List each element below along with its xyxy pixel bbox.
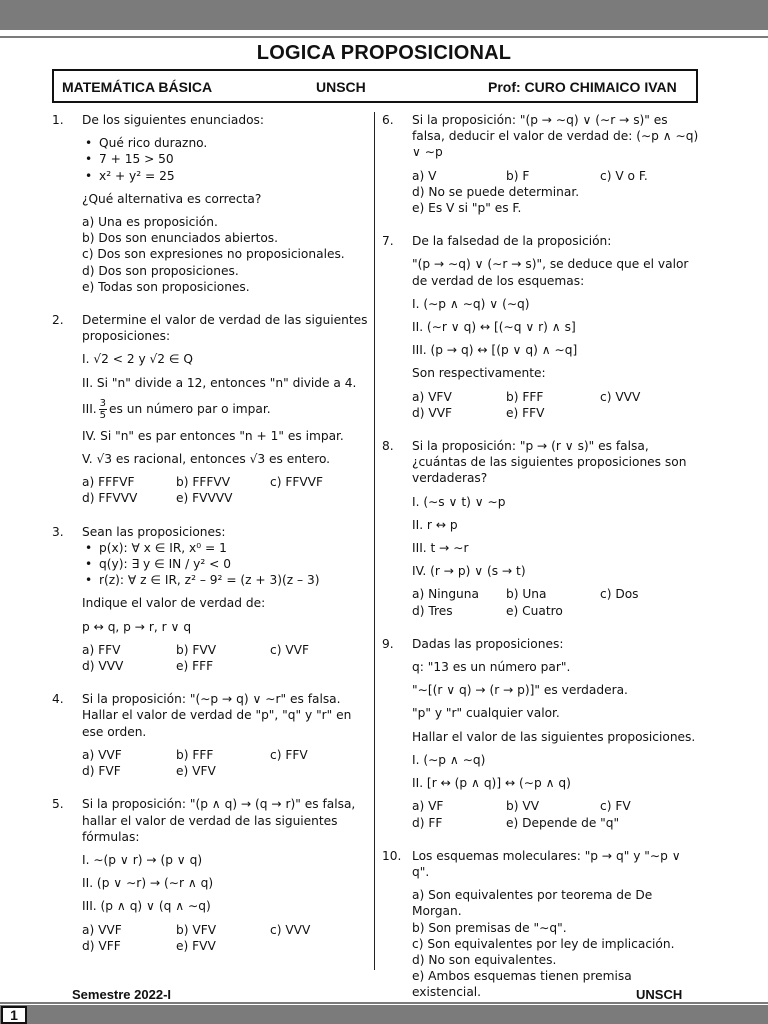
premise-line: "∼[(r ∨ q) → (r → p)]" es verdadera. <box>412 683 628 698</box>
expression: p ↔ q, p → r, r ∨ q <box>82 619 192 634</box>
proposition-i: I. (∼s ∨ t) ∨ ∼p <box>412 494 506 509</box>
list-item: • q(y): ∃ y ∈ IN / y² < 0 <box>82 556 370 572</box>
university-name: UNSCH <box>316 79 366 95</box>
page-number: 1 <box>1 1006 27 1024</box>
answer-options <box>412 798 700 830</box>
list-item: • 7 + 15 > 50 <box>82 151 370 167</box>
answer-options <box>82 642 370 674</box>
question-number: 1. <box>52 113 64 127</box>
option: e) FFF <box>176 659 214 674</box>
question-8 <box>382 438 700 619</box>
option: b) Son premisas de "∼q". <box>412 920 567 935</box>
option: a) VVF <box>82 747 122 762</box>
question-stem: De los siguientes enunciados: <box>82 113 265 127</box>
option: c) VVV <box>600 389 641 404</box>
answer-options <box>82 922 370 954</box>
option: e) Es V si "p" es F. <box>412 201 522 216</box>
proposition-ii: II. [r ↔ (p ∧ q)] ↔ (∼p ∧ q) <box>412 776 571 791</box>
schema-ii: II. (∼r ∨ q) ↔ [(∼q ∨ r) ∧ s] <box>412 320 576 335</box>
list-item: • x² + y² = 25 <box>82 168 370 184</box>
question-stem: Si la proposición: "p → (r ∨ s)" es falsa, ¿cuántas de las siguientes proposiciones son verdaderas? <box>412 439 687 486</box>
question-prompt: Son respectivamente: <box>412 366 546 381</box>
question-number: 10. <box>382 848 402 863</box>
proposition-v: V. √3 es racional, entonces √3 es entero. <box>82 452 331 467</box>
footer-rule <box>0 1002 768 1004</box>
option: b) VFV <box>176 922 217 937</box>
option: e) FVVVV <box>176 491 233 506</box>
proposition-iv: IV. (r → p) ∨ (s → t) <box>412 564 526 579</box>
numerator: 3 <box>99 397 107 409</box>
course-name: MATEMÁTICA BÁSICA <box>62 79 213 95</box>
option: d) VVV <box>82 659 124 674</box>
question-stem: Si la proposición: "(p → ∼q) ∨ (∼r → s)" es falsa, deducir el valor de verdad de: (∼p ∧ ∼q) ∨ ∼p <box>412 113 699 160</box>
question-stem: Sean las proposiciones: <box>82 524 226 539</box>
list-item: • p(x): ∀ x ∈ IR, x⁰ = 1 <box>82 540 370 556</box>
option: d) Dos son proposiciones. <box>82 263 239 278</box>
option: c) FFV <box>270 747 308 762</box>
question-6 <box>382 112 700 216</box>
option: e) VFV <box>176 764 216 779</box>
question-stem: Los esquemas moleculares: "p → q" y "∼p ∨ q". <box>412 848 681 879</box>
option: e) Todas son proposiciones. <box>82 279 250 294</box>
answer-options <box>412 887 700 1000</box>
statement-list <box>82 135 370 184</box>
premise-line: q: "13 es un número par". <box>412 660 571 675</box>
right-column <box>382 112 700 1018</box>
option: a) VF <box>412 799 444 814</box>
top-banner <box>0 0 768 30</box>
option: a) Una es proposición. <box>82 215 218 230</box>
option: b) FFF <box>506 389 544 404</box>
proposition-i: I. √2 < 2 y √2 ∈ Q <box>82 352 194 367</box>
bottom-banner <box>0 1005 768 1024</box>
question-number: 3. <box>52 524 64 539</box>
premise-line: "p" y "r" cualquier valor. <box>412 706 560 721</box>
option: a) VFV <box>412 389 452 404</box>
option: d) Tres <box>412 603 453 618</box>
option: d) FFVVV <box>82 491 138 506</box>
option: c) Dos son expresiones no proposicionales. <box>82 247 345 262</box>
option: e) FFV <box>506 405 545 420</box>
question-7 <box>382 233 700 421</box>
schema-i: I. (∼p ∧ ∼q) ∨ (∼q) <box>412 296 530 311</box>
option: a) V <box>412 168 437 183</box>
denominator: 5 <box>99 409 107 421</box>
proposition-text: es un número par o impar. <box>109 401 271 416</box>
question-number: 2. <box>52 313 64 328</box>
answer-options <box>82 747 370 779</box>
proposition-ii: II. Si "n" divide a 12, entonces "n" divide a 4. <box>82 375 357 390</box>
footer-semester: Semestre 2022-I <box>72 987 172 1002</box>
formula-iii: III. (p ∧ q) ∨ (q ∧ ∼q) <box>82 899 211 914</box>
question-10 <box>382 848 700 1001</box>
proposition-i: I. (∼p ∧ ∼q) <box>412 752 486 767</box>
list-item: • r(z): ∀ z ∈ IR, z² – 9² = (z + 3)(z – 3) <box>82 572 370 588</box>
question-stem: Si la proposición: "(p ∧ q) → (q → r)" es falsa, hallar el valor de verdad de las siguientes fórmulas: <box>82 797 356 844</box>
question-1 <box>52 112 370 295</box>
option: b) F <box>506 168 530 183</box>
question-9 <box>382 636 700 831</box>
question-stem: Determine el valor de verdad de las siguientes proposiciones: <box>82 313 368 344</box>
header-box <box>52 69 698 103</box>
proposition-iii: III. t → ∼r <box>412 541 469 556</box>
option: e) FVV <box>176 938 216 953</box>
option: a) Ninguna <box>412 587 479 602</box>
page-title: LOGICA PROPOSICIONAL <box>256 42 512 64</box>
answer-options <box>82 214 370 295</box>
footer-university: UNSCH <box>636 987 683 1002</box>
option: e) Cuatro <box>506 603 563 618</box>
proposition-iii <box>82 398 370 421</box>
option: c) V o F. <box>600 168 648 183</box>
roman-label: III. <box>82 401 97 416</box>
option: b) Una <box>506 587 547 602</box>
option: c) VVF <box>270 642 310 657</box>
question-3 <box>52 524 370 675</box>
question-5 <box>52 796 370 954</box>
column-divider <box>374 112 375 970</box>
question-2 <box>52 312 370 507</box>
option: c) VVV <box>270 922 311 937</box>
left-column <box>52 112 370 971</box>
option: b) FFFVV <box>176 475 231 490</box>
option: a) FFFVF <box>82 475 135 490</box>
answer-options <box>412 389 700 421</box>
option: d) FVF <box>82 764 121 779</box>
question-number: 5. <box>52 797 64 812</box>
option: d) No se puede determinar. <box>412 184 580 199</box>
option: a) VVF <box>82 922 122 937</box>
proposition-ii: II. r ↔ p <box>412 517 458 532</box>
question-prompt: Hallar el valor de las siguientes proposiciones. <box>412 729 696 744</box>
option: d) FF <box>412 815 443 830</box>
option: b) Dos son enunciados abiertos. <box>82 231 279 246</box>
option: b) FFF <box>176 747 214 762</box>
option: d) VFF <box>82 938 121 953</box>
formula-ii: II. (p ∨ ∼r) → (∼r ∧ q) <box>82 876 214 891</box>
top-rule <box>0 36 768 38</box>
question-prompt: Indique el valor de verdad de: <box>82 596 266 611</box>
schema-iii: III. (p → q) ↔ [(p ∨ q) ∧ ∼q] <box>412 343 578 358</box>
answer-options <box>412 168 700 184</box>
option: a) FFV <box>82 642 121 657</box>
question-number: 4. <box>52 692 64 707</box>
question-prompt: ¿Qué alternativa es correcta? <box>82 191 262 206</box>
question-number: 7. <box>382 234 394 249</box>
question-stem: Si la proposición: "(∼p → q) ∨ ∼r" es falsa. Hallar el valor de verdad de "p", "q" y "r" en ese orden. <box>82 692 352 739</box>
answer-options <box>412 586 700 618</box>
option: b) FVV <box>176 642 217 657</box>
question-stem: Dadas las proposiciones: <box>412 636 564 651</box>
proposition-iv: IV. Si "n" es par entonces "n + 1" es impar. <box>82 428 344 443</box>
professor-name: Prof: CURO CHIMAICO IVAN <box>488 79 677 95</box>
option: c) Son equivalentes por ley de implicación. <box>412 936 675 951</box>
answer-options <box>82 474 370 506</box>
question-stem: De la falsedad de la proposición: <box>412 234 612 249</box>
option: d) VVF <box>412 405 453 420</box>
question-number: 6. <box>382 113 394 127</box>
question-number: 8. <box>382 439 394 454</box>
fraction <box>99 398 107 421</box>
option: c) FV <box>600 799 631 814</box>
option: c) FFVVF <box>270 475 324 490</box>
formula-i: I. ∼(p ∨ r) → (p ∨ q) <box>82 852 203 867</box>
option: b) VV <box>506 799 540 814</box>
question-number: 9. <box>382 636 394 651</box>
statement-list <box>82 540 370 589</box>
option: e) Ambos esquemas tienen premisa existencial. <box>412 969 632 1000</box>
list-item: • Qué rico durazno. <box>82 135 370 151</box>
expression: "(p → ∼q) ∨ (∼r → s)", se deduce que el valor de verdad de los esquemas: <box>412 257 689 288</box>
option: e) Depende de "q" <box>506 815 620 830</box>
question-4 <box>52 691 370 779</box>
option: a) Son equivalentes por teorema de De Morgan. <box>412 888 653 919</box>
option: c) Dos <box>600 587 639 602</box>
option: d) No son equivalentes. <box>412 952 557 967</box>
